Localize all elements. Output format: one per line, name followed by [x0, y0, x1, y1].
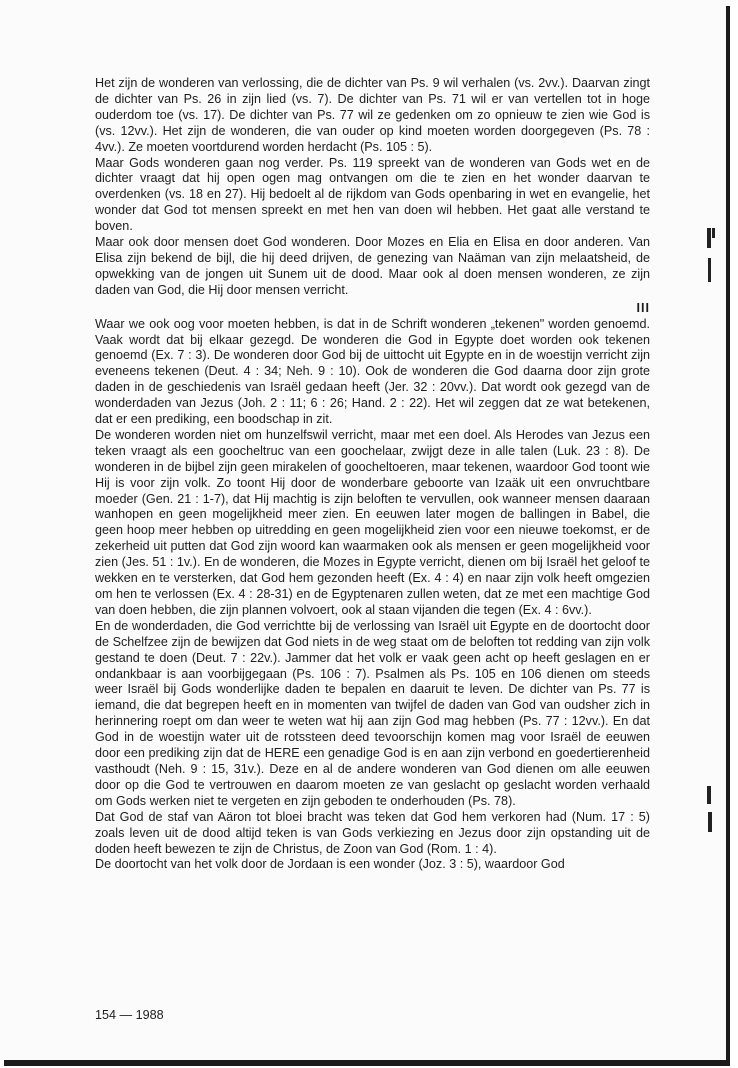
paragraph: De wonderen worden niet om hunzelfswil verricht, maar met een doel. Als Herodes van Jezus een teken vraagt als een goocheltruc van een goochelaar, zwijgt deze in alle talen (Luk. 23 : 8). De wonderen in de bijbel zijn geen mirakelen of goocheltoeren, maar tekenen, waardoor God toont wie Hij is voor zijn volk. Zo toont Hij door de wonderbare geboorte van Izaäk uit een onvruchtbare moeder (Gen. 21 : 1-7), dat Hij machtig is zijn beloften te vervullen, ook wanneer mensen daaraan wanhopen en geen mogelijkheid meer zien. En eeuwen later mogen de ballingen in Babel, die geen hoop meer hebben op uitredding en geen mogelijkheid zien voor een nieuwe toekomst, er de zekerheid uit putten dat God zijn woord kan waarmaken ook als mensen er geen mogelijkheid voor zien (Jes. 51 : 1v.). En de wonderen, die Mozes in Egypte verricht, dienen om bij Israël het geloof te wekken en te versterken, dat God hem gezonden heeft (Ex. 4 : 4) en naar zijn volk heeft omgezien om hen te verlossen (Ex. 4 : 28-31) en de Egyptenaren zullen weten, dat ze met een machtige God van doen hebben, die zijn plannen volvoert, ook al staan vijanden die tegen (Ex. 4 : 6vv.).	[95, 427, 650, 617]
paragraph: Dat God de staf van Aäron tot bloei bracht was teken dat God hem verkoren had (Num. 17 : 5) zoals leven uit de dood altijd teken is van Gods verkiezing en Jezus door zijn opstanding uit de doden heeft bewezen te zijn de Christus, de Zoon van God (Rom. 1 : 4).	[95, 809, 650, 856]
paragraph: En de wonderdaden, die God verrichtte bij de verlossing van Israël uit Egypte en de doortocht door de Schelfzee zijn de bewijzen dat God niets in de weg staat om de beloften tot redding van zijn volk gestand te doen (Deut. 7 : 22v.). Jammer dat het volk er vaak geen acht op heeft geslagen en er ondankbaar is aan voorbijgegaan (Ps. 106 : 7). Psalmen als Ps. 105 en 106 dienen om steeds weer Israël bij Gods wonderlijke daden te bepalen en daaruit te leven. De dichter van Ps. 77 is iemand, die dat begrepen heeft en in momenten van twijfel de daden van God van oudsher zich in herinnering roept om dan weer te weten wat hij aan zijn God mag hebben (Ps. 77 : 12vv.). En dat God in de woestijn water uit de rotssteen deed tevoorschijn komen mag voor Israël de eeuwen door een prediking zijn dat de HERE een genadige God is en aan zijn verbond en goedertierenheid vasthoudt (Neh. 9 : 15, 31v.). Deze en al de andere wonderen van God dienen om alle eeuwen door op die God te vertrouwen en daarom moeten ze van geslacht op geslacht worden verhaald om Gods werken niet te vergeten en zijn geboden te onderhouden (Ps. 78).	[95, 618, 650, 808]
scan-mark	[707, 786, 711, 804]
section-number: III	[636, 300, 650, 315]
scan-mark	[707, 228, 711, 248]
paragraph: De doortocht van het volk door de Jordaan is een wonder (Joz. 3 : 5), waardoor God	[95, 857, 565, 872]
paragraph: Maar ook door mensen doet God wonderen. Door Mozes en Elia en Elisa en door anderen. Van Elisa zijn bekend de bijl, die hij deed drijven, de genezing van Naäman van zijn melaatsheid, de opwekking van de jongen uit Sunem uit de dood. Maar ook al doen mensen wonderen, ze zijn daden van God, die Hij door mensen verricht.	[95, 235, 650, 297]
scan-mark	[708, 258, 711, 282]
scan-mark	[708, 812, 712, 832]
paragraph: Maar Gods wonderen gaan nog verder. Ps. 119 spreekt van de wonderen van Gods wet en de dichter vraagt dat hij open ogen mag ontvangen om die te zien en het wonder daarvan te overdenken (vs. 18 en 27). Hij bedoelt al de rijkdom van Gods openbaring in wet en evangelie, het wonder dat God tot mensen spreekt en met hen van doen wil hebben. Het gaat alle verstand te boven.	[95, 155, 650, 234]
paragraph: Het zijn de wonderen van verlossing, die de dichter van Ps. 9 wil verhalen (vs. 2vv.). Daarvan zingt de dichter van Ps. 26 in zijn lied (vs. 7). De dichter van Ps. 71 wil er van vertellen tot in hoge ouderdom toe (vs. 17). De dichter van Ps. 77 wil ze gedenken om zo opnieuw te zien wie God is (vs. 12vv.). Het zijn de wonderen, die van ouder op kind moeten worden doorgegeven (Ps. 78 : 4vv.). Ze moeten voortdurend worden herdacht (Ps. 105 : 5).	[95, 76, 650, 154]
scan-mark	[712, 228, 715, 238]
body-text	[95, 76, 650, 873]
paragraph: Waar we ook oog voor moeten hebben, is dat in de Schrift wonderen „tekenen" worden genoemd. Vaak wordt dat bij elkaar gezegd. De wonderen die God in Egypte doet worden ook tekenen genoemd (Ex. 7 : 3). De wonderen door God bij de uittocht uit Egypte en in de woestijn verricht zijn eveneens tekenen (Deut. 4 : 34; Neh. 9 : 10). Ook de wonderen die God daarna door zijn grote daden in de geschiedenis van Israël gedaan heeft (Jer. 32 : 20vv.). Dat wordt ook gezegd van de wonderdaden van Jezus (Joh. 2 : 11; 6 : 26; Hand. 2 : 22). Het wil zeggen dat ze wat betekenen, dat er een prediking, een boodschap in zit.	[95, 316, 650, 427]
page-number: 154 — 1988	[95, 1008, 164, 1022]
